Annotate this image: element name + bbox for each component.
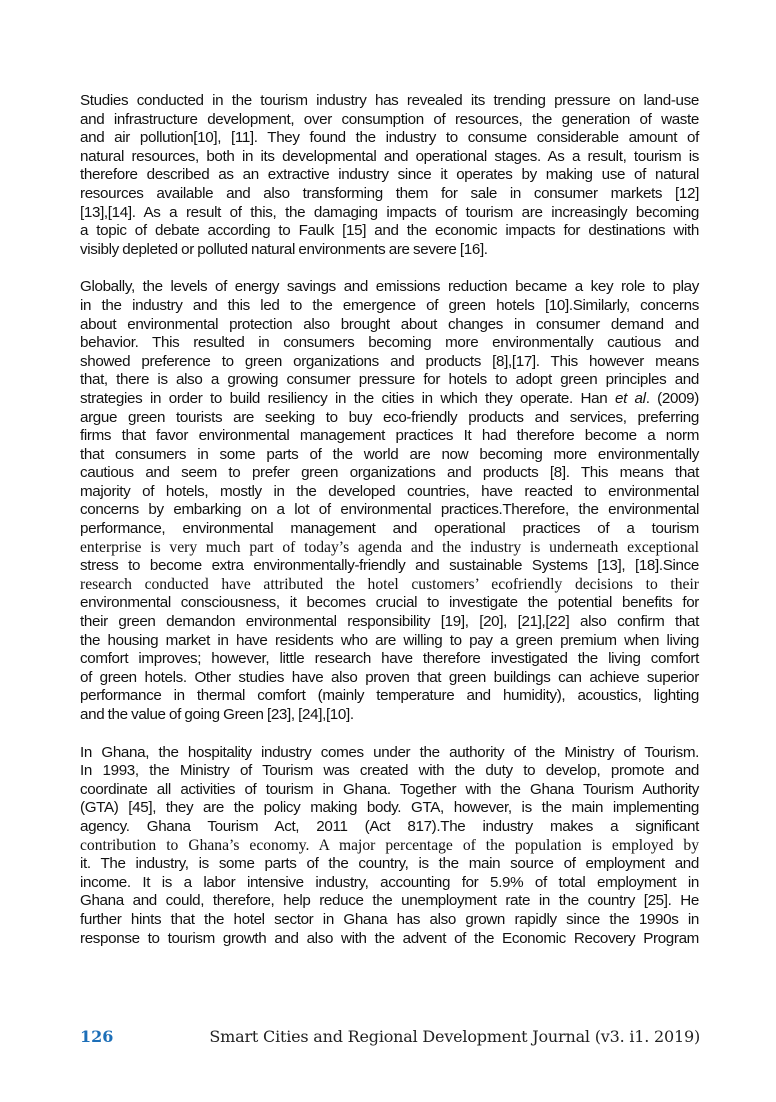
text-line: a topic of debate according to Faulk [15] and the economic impacts for destinations with <box>80 222 699 240</box>
text-fragment: . (2009) <box>645 389 699 407</box>
journal-title: Smart Cities and Regional Development Journal (v3. i1. 2019) <box>209 1027 700 1046</box>
body-text <box>80 92 699 967</box>
text-line: cautious and seem to prefer green organizations and products [8]. This means that <box>80 464 699 482</box>
text-line: and the value of going Green [23], [24],[10]. <box>80 706 354 723</box>
text-line: stress to become extra environmentally-friendly and sustainable Systems [13], [18].Since <box>80 557 699 575</box>
text-line: visibly depleted or polluted natural environments are severe [16]. <box>80 240 488 258</box>
paragraph-2 <box>80 278 699 724</box>
text-line <box>80 390 699 409</box>
text-line: that, there is also a growing consumer pressure for hotels to adopt green principles and <box>80 371 699 389</box>
text-line: (GTA) [45], they are the policy making body. GTA, however, is the main implementing <box>80 799 699 817</box>
text-line: income. It is a labor intensive industry, accounting for 5.9% of total employment in <box>80 873 699 891</box>
text-line: showed preference to green organizations and products [8],[17]. This however means <box>80 352 699 370</box>
text-line: behavior. This resulted in consumers becoming more environmentally cautious and <box>80 334 699 352</box>
text-line: and air pollution[10], [11]. They found the industry to consume considerable amount of <box>80 129 699 147</box>
text-line: resources available and also transforming them for sale in consumer markets [12] <box>80 184 699 202</box>
page-number: 126 <box>80 1027 114 1046</box>
text-line: Globally, the levels of energy savings and emissions reduction became a key role to play <box>80 278 699 296</box>
italic-citation: et al <box>614 389 646 407</box>
text-line: therefore described as an extractive industry since it operates by making use of natural <box>80 166 699 184</box>
text-line: about environmental protection also brought about changes in consumer demand and <box>80 315 699 333</box>
text-line: and infrastructure development, over consumption of resources, the generation of waste <box>80 110 699 128</box>
text-line: natural resources, both in its developmental and operational stages. As a result, tourism is <box>80 147 699 165</box>
text-line: comfort improves; however, little research have therefore investigated the living comfort <box>80 650 699 668</box>
text-line: In Ghana, the hospitality industry comes under the authority of the Ministry of Tourism. <box>80 743 699 761</box>
text-line: firms that favor environmental management practices It had therefore become a norm <box>80 427 699 445</box>
text-line: Ghana and could, therefore, help reduce the unemployment rate in the country [25]. He <box>80 892 699 910</box>
text-line: contribution to Ghana’s economy. A major percentage of the population is employed by <box>80 836 699 854</box>
text-line: enterprise is very much part of today’s agenda and the industry is underneath exceptional <box>80 538 699 556</box>
text-line: the housing market in have residents who are willing to pay a green premium when living <box>80 631 699 649</box>
page-footer <box>80 1027 700 1049</box>
text-line: argue green tourists are seeking to buy eco-friendly products and services, preferring <box>80 408 699 426</box>
text-line: Studies conducted in the tourism industry has revealed its trending pressure on land-use <box>80 92 699 109</box>
text-line: of green hotels. Other studies have also proven that green buildings can achieve superior <box>80 668 699 686</box>
text-line: it. The industry, is some parts of the country, is the main source of employment and <box>80 855 699 873</box>
text-line: environmental consciousness, it becomes crucial to investigate the potential benefits for <box>80 594 699 612</box>
text-line: majority of hotels, mostly in the developed countries, have reacted to environmental <box>80 482 699 500</box>
text-line: agency. Ghana Tourism Act, 2011 (Act 817).The industry makes a significant <box>80 817 699 835</box>
text-line: concerns by embarking on a lot of environmental practices.Therefore, the environmental <box>80 501 699 519</box>
text-line: further hints that the hotel sector in Ghana has also grown rapidly since the 1990s in <box>80 910 699 928</box>
paragraph-1 <box>80 92 699 259</box>
text-line: [13],[14]. As a result of this, the damaging impacts of tourism are increasingly becoming <box>80 203 699 221</box>
text-line: response to tourism growth and also with the advent of the Economic Recovery Program <box>80 929 699 947</box>
text-fragment: strategies in order to build resiliency in the cities in which they operate. Han <box>80 389 615 407</box>
text-line: in the industry and this led to the emergence of green hotels [10].Similarly, concerns <box>80 296 699 314</box>
text-line: In 1993, the Ministry of Tourism was created with the duty to develop, promote and <box>80 762 699 780</box>
text-line: their green demandon environmental responsibility [19], [20], [21],[22] also confirm that <box>80 613 699 631</box>
text-line: performance, environmental management and operational practices of a tourism <box>80 520 699 538</box>
text-line: coordinate all activities of tourism in Ghana. Together with the Ghana Tourism Authority <box>80 780 699 798</box>
text-line: performance in thermal comfort (mainly temperature and humidity), acoustics, lighting <box>80 687 699 705</box>
text-line: that consumers in some parts of the world are now becoming more environmentally <box>80 445 699 463</box>
text-line: research conducted have attributed the hotel customers’ ecofriendly decisions to their <box>80 575 699 593</box>
paragraph-3 <box>80 744 699 949</box>
